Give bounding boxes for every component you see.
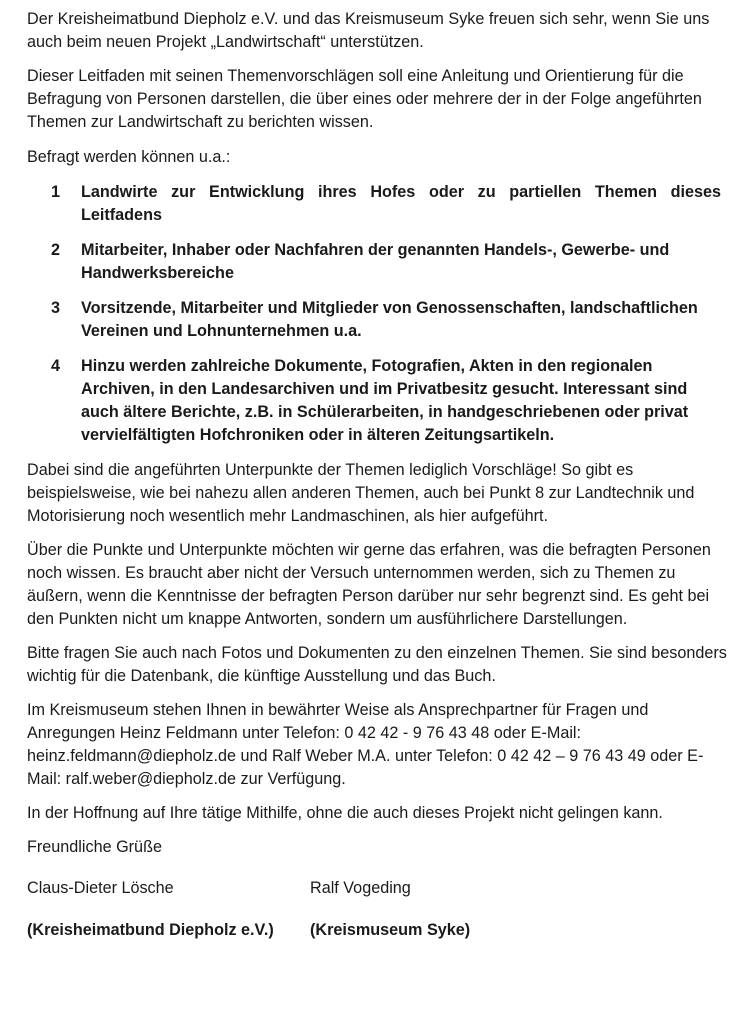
greeting: Freundliche Grüße xyxy=(27,838,162,856)
body-paragraph-suggestions: Dabei sind die angeführten Unterpunkte der Themen lediglich Vorschläge! So gibt es beispielsweise, wie bei nahezu allen anderen Themen, auch bei Punkt 8 zur Landtechnik und Motorisierung noch wesentlich mehr Landmaschinen, als hier aufgeführt. xyxy=(27,461,695,525)
signature-name-right: Ralf Vogeding xyxy=(310,879,411,897)
body-paragraph-closing: In der Hoffnung auf Ihre tätige Mithilfe, ohne die auch dieses Projekt nicht gelingen kann. xyxy=(27,804,663,822)
signature-name-left: Claus-Dieter Lösche xyxy=(27,879,174,897)
list-item xyxy=(27,355,727,447)
list-item-text: Vorsitzende, Mitarbeiter und Mitglieder von Genossenschaften, landschaftlichen Vereinen und Lohnunternehmen u.a. xyxy=(81,299,698,340)
signature-organizations xyxy=(27,919,727,942)
list-item-text: Landwirte zur Entwicklung ihres Hofes oder zu partiellen Themen dieses Leitfadens xyxy=(81,183,721,224)
interviewee-list xyxy=(27,181,727,447)
list-item-number: 4 xyxy=(51,357,61,375)
signature-names xyxy=(27,877,727,900)
list-item-text: Hinzu werden zahlreiche Dokumente, Fotografien, Akten in den regionalen Archiven, in den Landesarchiven und im Privatbesitz gesucht. Interessant sind auch ältere Berichte, z.B. in Schülerarbeiten, in handgeschriebenen oder privat vervielfältigten Hofchroniken oder in älteren Zeitungsartikeln. xyxy=(81,357,689,444)
intro-paragraph-1: Der Kreisheimatbund Diepholz e.V. und das Kreismuseum Syke freuen sich sehr, wenn Sie uns auch beim neuen Projekt „Landwirtschaft“ unterstützen. xyxy=(27,10,710,51)
list-item-number: 2 xyxy=(51,241,61,259)
body-paragraph-contacts: Im Kreismuseum stehen Ihnen in bewährter Weise als Ansprechpartner für Fragen und Anregungen Heinz Feldmann unter Telefon: 0 42 42 - 9 76 43 48 oder E-Mail: heinz.feldmann@diepholz.de und Ralf Weber M.A. unter Telefon: 0 42 42 – 9 76 43 49 oder E-Mail: ralf.weber@diepholz.de zur Verfügung. xyxy=(27,701,704,788)
intro-paragraph-2: Dieser Leitfaden mit seinen Themenvorschlägen soll eine Anleitung und Orientierung für die Befragung von Personen darstellen, die über eines oder mehrere der in der Folge angeführten Themen zur Landwirtschaft zu berichten wissen. xyxy=(27,67,702,131)
list-item-number: 3 xyxy=(51,299,61,317)
letter-page xyxy=(27,8,727,942)
signature-org-left: (Kreisheimatbund Diepholz e.V.) xyxy=(27,921,274,939)
list-item-text: Mitarbeiter, Inhaber oder Nachfahren der genannten Handels-, Gewerbe- und Handwerksbereiche xyxy=(81,241,670,282)
list-item xyxy=(27,297,727,343)
body-paragraph-photos: Bitte fragen Sie auch nach Fotos und Dokumenten zu den einzelnen Themen. Sie sind besonders wichtig für die Datenbank, die künftige Ausstellung und das Buch. xyxy=(27,644,727,685)
list-lead: Befragt werden können u.a.: xyxy=(27,148,231,166)
list-item xyxy=(27,181,727,227)
list-item-number: 1 xyxy=(51,183,61,201)
list-item xyxy=(27,239,727,285)
body-paragraph-topics: Über die Punkte und Unterpunkte möchten wir gerne das erfahren, was die befragten Personen noch wissen. Es braucht aber nicht der Versuch unternommen werden, sich zu Themen zu äußern, wenn die Kenntnisse der befragten Person darüber nur sehr begrenzt sind. Es geht bei den Punkten nicht um knappe Antworten, sondern um ausführlichere Darstellungen. xyxy=(27,541,711,628)
signature-org-right: (Kreismuseum Syke) xyxy=(310,921,471,939)
